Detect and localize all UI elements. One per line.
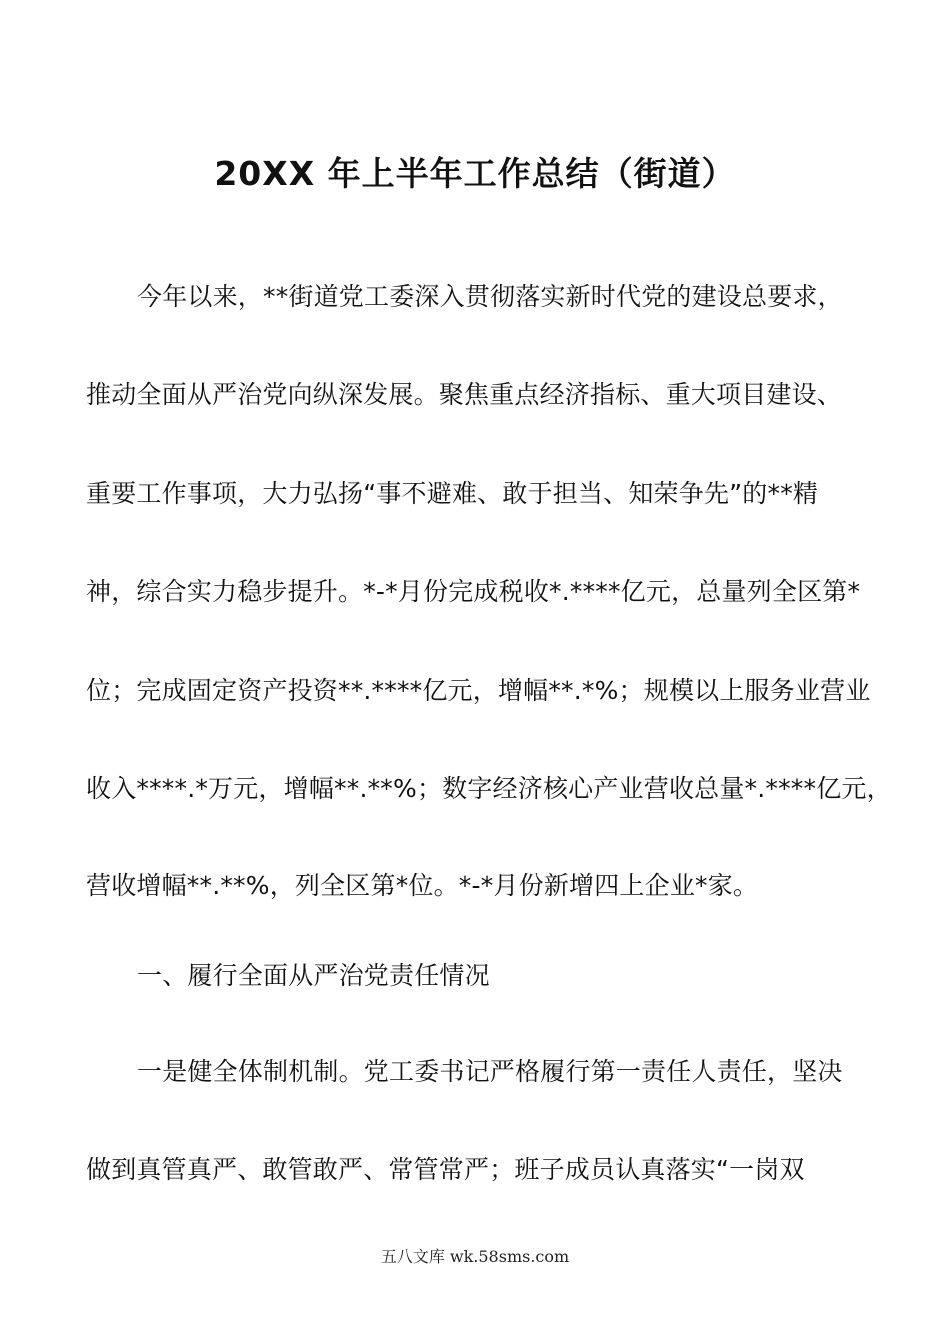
paragraph-line-10: 做到真管真严、敢管敢严、常管常严；班子成员认真落实“一岗双: [86, 1155, 805, 1184]
paragraph-line-6: 收入****.*万元，增幅**.**%；数字经济核心产业营收总量*.****亿元，: [86, 774, 892, 803]
paragraph-line-3: 重要工作事项，大力弘扬“事不避难、敢于担当、知荣争先”的**精: [86, 479, 819, 508]
paragraph-line-4: 神，综合实力稳步提升。*-*月份完成税收*.****亿元，总量列全区第*: [86, 577, 861, 606]
paragraph-line-5: 位；完成固定资产投资**.****亿元，增幅**.*%；规模以上服务业营业: [86, 676, 871, 705]
paragraph-line-7: 营收增幅**.**%，列全区第*位。*-*月份新增四上企业*家。: [86, 871, 759, 900]
paragraph-line-2: 推动全面从严治党向纵深发展。聚焦重点经济指标、重大项目建设、: [86, 380, 843, 409]
document-title: 20XX 年上半年工作总结（街道）: [214, 154, 736, 193]
paragraph-line-9: 一是健全体制机制。党工委书记严格履行第一责任人责任，坚决: [137, 1057, 843, 1086]
section-heading: 一、履行全面从严治党责任情况: [137, 961, 490, 990]
footer-watermark-text: 五八文库 wk.58sms.com: [380, 1247, 570, 1266]
paragraph-line-1: 今年以来，**街道党工委深入贯彻落实新时代党的建设总要求，: [137, 282, 843, 311]
